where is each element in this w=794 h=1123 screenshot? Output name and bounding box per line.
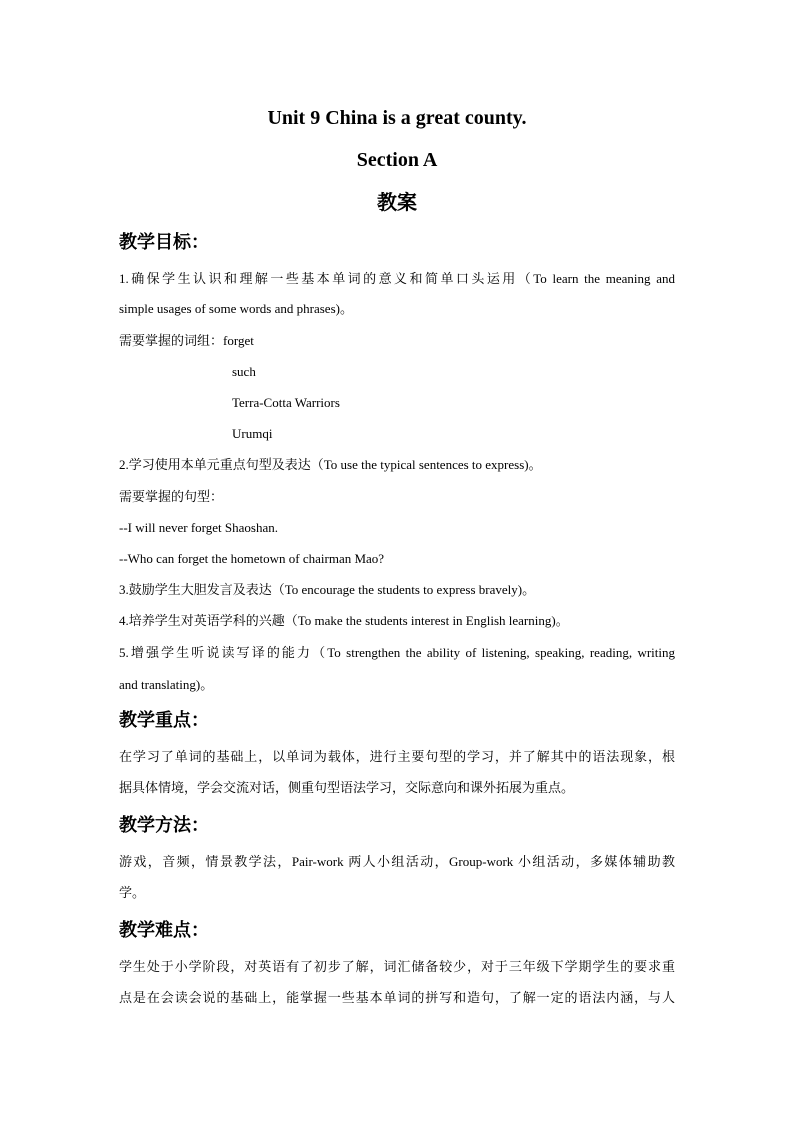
objective-item-1-line-2: simple usages of some words and phrases)。 (119, 301, 353, 316)
methods-heading: 教学方法： (119, 815, 209, 836)
objective-item-5-line-1: 5.增强学生听说读写译的能力（To strengthen the ability of listening, speaking, reading, writing (119, 645, 675, 660)
objectives-heading: 教学目标： (119, 232, 209, 253)
objective-item-3: 3.鼓励学生大胆发言及表达（To encourage the students to express bravely)。 (119, 582, 536, 597)
vocab-item: Terra-Cotta Warriors (232, 395, 340, 410)
methods-line-2: 学。 (119, 885, 146, 900)
difficulties-line-1: 学生处于小学阶段，对英语有了初步了解，词汇储备较少，对于三年级下学期学生的要求重 (119, 959, 675, 974)
methods-line-1: 游戏，音频，情景教学法，Pair-work 两人小组活动，Group-work 小组活动，多媒体辅助教 (119, 854, 675, 869)
vocab-item: forget (223, 333, 254, 348)
vocab-item: Urumqi (232, 426, 273, 441)
key-points-heading: 教学重点： (119, 710, 209, 731)
sentence-item: --Who can forget the hometown of chairman Mao? (119, 551, 385, 566)
section-title: Section A (356, 149, 438, 171)
difficulties-heading: 教学难点： (119, 920, 209, 941)
key-points-line-1: 在学习了单词的基础上，以单词为载体，进行主要句型的学习，并了解其中的语法现象，根 (119, 749, 675, 764)
vocab-label-text: 需要掌握的词组： (119, 333, 224, 348)
objective-item-5-line-2: and translating)。 (119, 677, 214, 692)
vocab-item: such (232, 364, 256, 379)
sentence-item: --I will never forget Shaoshan. (119, 520, 278, 535)
key-points-line-2: 据具体情境，学会交流对话，侧重句型语法学习，交际意向和课外拓展为重点。 (119, 780, 575, 795)
vocab-label (119, 332, 675, 350)
sentence-label: 需要掌握的句型： (119, 489, 224, 504)
difficulties-line-2: 点是在会读会说的基础上，能掌握一些基本单词的拼写和造句，了解一定的语法内涵，与人 (119, 990, 675, 1005)
objective-item-2: 2.学习使用本单元重点句型及表达（To use the typical sentences to express)。 (119, 457, 542, 472)
document-type: 教案 (377, 190, 417, 214)
objective-item-4: 4.培养学生对英语学科的兴趣（To make the students interest in English learning)。 (119, 613, 569, 628)
objective-item-1-line-1: 1.确保学生认识和理解一些基本单词的意义和简单口头运用（To learn the meaning and (119, 271, 675, 286)
document-title: Unit 9 China is a great county. (267, 107, 527, 129)
